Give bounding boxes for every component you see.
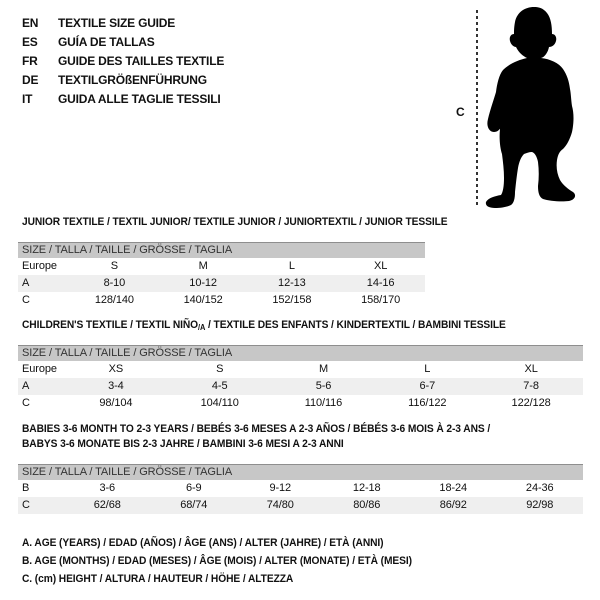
language-title-list [22, 14, 224, 109]
age-cell: 6-7 [419, 380, 436, 392]
height-cell: 80/86 [353, 499, 381, 511]
height-cell: 128/140 [94, 294, 134, 306]
age-cell: 5-6 [315, 380, 332, 392]
height-cell: 92/98 [526, 499, 554, 511]
size-cell: M [198, 260, 208, 272]
height-cell: 74/80 [266, 499, 294, 511]
language-code: IT [22, 92, 33, 106]
age-cell: 14-16 [366, 277, 395, 289]
title-line-1: BABIES 3-6 MONTH TO 2-3 YEARS / BEBÉS 3-6 MESES A 2-3 AÑOS / BÉBÉS 3-6 MOIS À 2-3 ANS / [22, 423, 491, 435]
row-label: Europe [22, 363, 57, 375]
row-label: Europe [22, 260, 57, 272]
height-measure-label: C [456, 105, 465, 119]
children-size-table [18, 345, 583, 412]
height-cell: 116/122 [408, 397, 447, 409]
row-label: A [22, 277, 30, 289]
title-text: CHILDREN'S TEXTILE / TEXTIL NIÑO [22, 319, 199, 331]
height-cell: 104/110 [200, 397, 239, 409]
months-cell: 6-9 [185, 482, 202, 494]
age-cell: 12-13 [278, 277, 306, 289]
size-cell: L [288, 260, 295, 272]
height-cell: 62/68 [93, 499, 121, 511]
row-label: B [22, 482, 30, 494]
size-cell: S [216, 363, 224, 375]
height-cell: 158/170 [361, 294, 401, 306]
table-row-months [18, 480, 583, 497]
height-cell: 110/116 [304, 397, 343, 409]
row-label: A [22, 380, 30, 392]
height-cell: 68/74 [180, 499, 208, 511]
height-cell: 98/104 [99, 397, 133, 409]
junior-size-table [18, 242, 425, 309]
size-header-bar: SIZE / TALLA / TAILLE / GRÖSSE / TAGLIA [18, 345, 583, 361]
toddler-silhouette-image [482, 2, 580, 210]
guide-title-de: TEXTILGRÖßENFÜHRUNG [58, 73, 207, 87]
guide-title-it: GUIDA ALLE TAGLIE TESSILI [58, 92, 221, 106]
babies-size-table [18, 464, 583, 514]
height-cell: 152/158 [272, 294, 312, 306]
months-cell: 3-6 [99, 482, 116, 494]
language-code: DE [22, 73, 39, 87]
table-row-europe [18, 258, 425, 275]
height-cell: 122/128 [511, 397, 551, 409]
section-title-junior: JUNIOR TEXTILE / TEXTIL JUNIOR/ TEXTILE JUNIOR / JUNIORTEXTIL / JUNIOR TESSILE [22, 216, 448, 228]
legend [22, 534, 441, 588]
size-cell: M [318, 363, 329, 375]
legend-age-years: A. AGE (YEARS) / EDAD (AÑOS) / ÂGE (ANS) / ALTER (JAHRE) / ETÀ (ANNI) [22, 537, 384, 549]
legend-age-months: B. AGE (MONTHS) / EDAD (MESES) / ÂGE (MOIS) / ALTER (MONATE) / ETÀ (MESI) [22, 555, 412, 567]
table-row-height [18, 292, 425, 309]
language-row-en [22, 14, 224, 33]
language-row-it [22, 90, 224, 109]
title-text: / TEXTILE DES ENFANTS / KINDERTEXTIL / BAMBINI TESSILE [205, 319, 506, 331]
table-row-height [18, 497, 583, 514]
age-cell: 8-10 [103, 277, 126, 289]
age-cell: 3-4 [108, 380, 124, 392]
language-row-de [22, 71, 224, 90]
section-title-children [22, 319, 506, 332]
legend-height-cm: C. (cm) HEIGHT / ALTURA / HAUTEUR / HÖHE / ALTEZZA [22, 573, 294, 585]
language-code: EN [22, 16, 39, 30]
guide-title-fr: GUIDE DES TAILLES TEXTILE [58, 54, 225, 68]
guide-title-es: GUÍA DE TALLAS [58, 35, 155, 49]
row-label: C [22, 294, 30, 306]
language-row-es [22, 33, 224, 52]
height-cell: 140/152 [183, 294, 223, 306]
row-label: C [22, 499, 30, 511]
height-measure-dotted-line [476, 10, 478, 206]
age-cell: 7-8 [523, 380, 539, 392]
table-row-height [18, 395, 583, 412]
guide-title-en: TEXTILE SIZE GUIDE [58, 16, 176, 30]
language-row-fr [22, 52, 224, 71]
language-code: ES [22, 35, 38, 49]
title-line-2: BABYS 3-6 MONATE BIS 2-3 JAHRE / BAMBINI 3-6 MESI A 2-3 ANNI [22, 438, 344, 450]
language-code: FR [22, 54, 38, 68]
size-cell: XS [108, 363, 124, 375]
size-header-bar: SIZE / TALLA / TAILLE / GRÖSSE / TAGLIA [18, 242, 425, 258]
title-subscript: /A [198, 323, 206, 332]
row-label: C [22, 397, 30, 409]
months-cell: 9-12 [269, 482, 292, 494]
size-cell: XL [524, 363, 538, 375]
section-title-babies [22, 422, 490, 452]
age-cell: 4-5 [211, 380, 228, 392]
months-cell: 24-36 [525, 482, 554, 494]
age-cell: 10-12 [189, 277, 217, 289]
size-header-bar: SIZE / TALLA / TAILLE / GRÖSSE / TAGLIA [18, 464, 583, 480]
size-cell: XL [373, 260, 388, 272]
table-row-age [18, 275, 425, 292]
height-cell: 86/92 [439, 499, 467, 511]
table-row-europe [18, 361, 583, 378]
size-cell: S [110, 260, 118, 272]
months-cell: 12-18 [352, 482, 381, 494]
months-cell: 18-24 [439, 482, 468, 494]
size-cell: L [424, 363, 431, 375]
table-row-age [18, 378, 583, 395]
